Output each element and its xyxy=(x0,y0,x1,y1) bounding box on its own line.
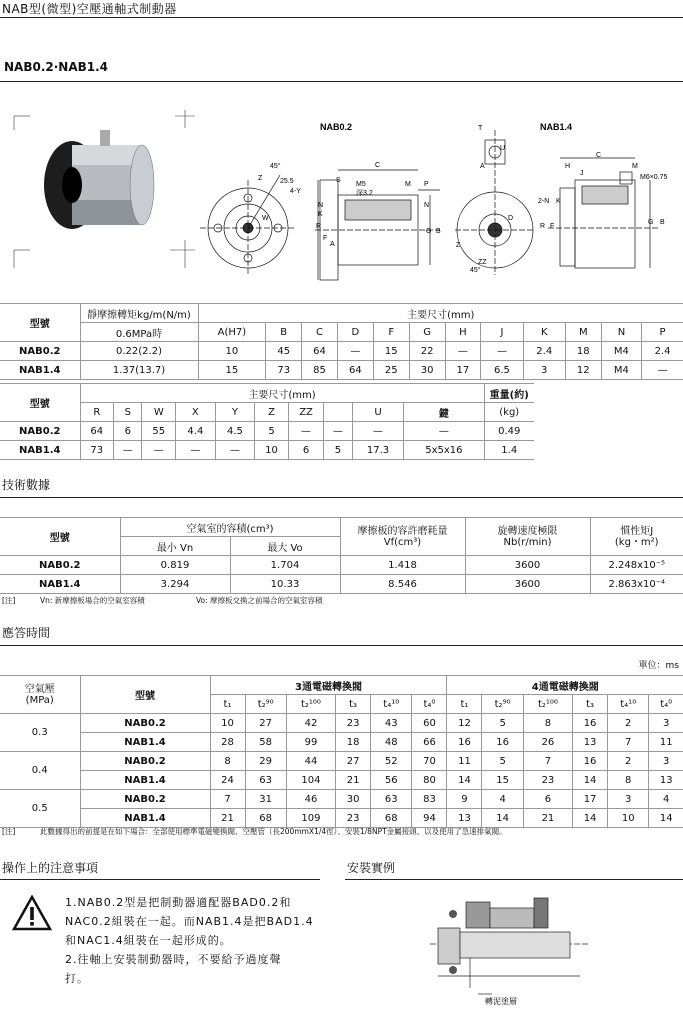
cell: 12 xyxy=(447,714,482,733)
note-vo: Vo: 摩擦板交換之前場合的空氣室容積 xyxy=(196,596,323,605)
svg-text:4-Y: 4-Y xyxy=(290,188,301,195)
dim-letter: A(H7) xyxy=(198,323,266,342)
cell: 10 xyxy=(608,809,649,828)
response-note-tag: [注] xyxy=(2,827,16,836)
cell: 18 xyxy=(336,733,371,752)
svg-text:F: F xyxy=(550,223,555,230)
cell: — xyxy=(352,422,404,441)
col-pressure-label: 空氣壓 xyxy=(24,683,55,695)
col-torque: 靜摩擦轉矩kg/m(N/m) xyxy=(80,304,198,323)
col-wear-unit: Vf(cm³) xyxy=(383,536,422,548)
cell: 11 xyxy=(447,752,482,771)
cell: — xyxy=(481,342,523,361)
svg-text:45°: 45° xyxy=(270,163,281,170)
cell: 30 xyxy=(336,790,371,809)
cell: 4 xyxy=(649,790,683,809)
cell: 70 xyxy=(412,752,447,771)
install-drawing xyxy=(430,888,590,1008)
cell: 4.4 xyxy=(176,422,216,441)
cell: 43 xyxy=(371,714,412,733)
cell: — xyxy=(114,441,142,460)
pressure-cell: 0.5 xyxy=(0,790,80,828)
table-row xyxy=(0,556,683,575)
cell: 13 xyxy=(573,733,608,752)
dim-letter: W xyxy=(142,403,176,422)
cell: 15 xyxy=(482,771,523,790)
svg-text:A: A xyxy=(480,163,485,170)
svg-text:M: M xyxy=(405,181,411,188)
cell: 8.546 xyxy=(340,575,465,594)
table-row xyxy=(0,714,683,733)
cell: 25 xyxy=(373,361,409,380)
row-model: NAB0.2 xyxy=(80,752,210,771)
install-label: 轉泥塗層 xyxy=(485,997,517,1006)
cell: M4 xyxy=(601,342,641,361)
row-model: NAB1.4 xyxy=(0,361,80,380)
dim-letter: C xyxy=(302,323,338,342)
subcol: t₃ xyxy=(336,695,371,714)
cell: — xyxy=(215,441,255,460)
dim-letter: B xyxy=(266,323,302,342)
row-model: NAB1.4 xyxy=(80,809,210,828)
cell: 0.819 xyxy=(120,556,230,575)
dim-letter: S xyxy=(114,403,142,422)
dim-letter: 鍵 xyxy=(404,403,484,422)
svg-text:M6×0.75: M6×0.75 xyxy=(640,174,668,181)
spec-table-1 xyxy=(0,303,683,380)
svg-text:B: B xyxy=(436,228,441,235)
response-note: 此數據得出的前提是在如下場合：全部使用標準電磁變換閥、空壓管（長200mmX1/4徑）、安裝1/8NPT金屬接頭、以及使用了急速排氣閥。 xyxy=(40,827,507,836)
caution-line: 2.往軸上安裝制動器時，不要給予過度聲 xyxy=(65,953,282,966)
table-row xyxy=(0,342,683,361)
cell: 80 xyxy=(412,771,447,790)
cell: 8 xyxy=(523,714,572,733)
svg-text:45°: 45° xyxy=(470,267,481,274)
dim-letter xyxy=(324,403,352,422)
svg-text:J: J xyxy=(580,170,584,177)
dim-letter: H xyxy=(445,323,481,342)
cell: — xyxy=(642,361,683,380)
cell: 58 xyxy=(245,733,286,752)
caution-text xyxy=(65,893,335,988)
svg-text:D: D xyxy=(508,215,514,222)
dim-letter: J xyxy=(481,323,523,342)
cell: 83 xyxy=(412,790,447,809)
col-model: 型號 xyxy=(0,384,80,422)
cell: 30 xyxy=(409,361,445,380)
cell: 46 xyxy=(286,790,335,809)
cell: 23 xyxy=(336,714,371,733)
cell: 31 xyxy=(245,790,286,809)
cell: 2 xyxy=(608,714,649,733)
section-title-install: 安裝實例 xyxy=(347,861,396,875)
subcol: t₂¹⁰⁰ xyxy=(523,695,572,714)
svg-text:K: K xyxy=(556,198,561,205)
dim-letter: R xyxy=(80,403,114,422)
cell: 55 xyxy=(142,422,176,441)
model-divider xyxy=(0,81,683,82)
cell: 104 xyxy=(286,771,335,790)
cell: 7 xyxy=(210,790,245,809)
cell: 2.248x10⁻⁵ xyxy=(590,556,683,575)
cell: 16 xyxy=(447,733,482,752)
cell: 14 xyxy=(573,771,608,790)
dim-letter: D xyxy=(337,323,373,342)
cell: 17 xyxy=(445,361,481,380)
table-row xyxy=(0,422,534,441)
table-row xyxy=(0,771,683,790)
col-pressure xyxy=(0,676,80,714)
svg-text:P: P xyxy=(424,181,429,188)
col-wear-label: 摩擦板的容許磨耗量 xyxy=(357,525,448,537)
cell: 64 xyxy=(337,361,373,380)
cell: 3 xyxy=(649,714,683,733)
svg-text:W: W xyxy=(262,215,269,222)
note-vn: Vn: 新摩擦板場合的空氣室容積 xyxy=(40,596,145,605)
cell: 26 xyxy=(523,733,572,752)
table-row xyxy=(0,575,683,594)
drawing-label-b: NAB1.4 xyxy=(540,122,573,132)
response-body xyxy=(0,714,683,828)
cell: 14 xyxy=(482,809,523,828)
response-divider xyxy=(0,645,683,646)
group-4way: 4通電磁轉換閥 xyxy=(447,676,683,695)
dim-letter: ZZ xyxy=(288,403,323,422)
subcol: t₂⁹⁰ xyxy=(245,695,286,714)
cell: — xyxy=(142,441,176,460)
subcol: t₁ xyxy=(210,695,245,714)
cell: 109 xyxy=(286,809,335,828)
svg-text:深3.2: 深3.2 xyxy=(356,190,373,197)
row-model: NAB0.2 xyxy=(0,422,80,441)
col-pressure-unit: (MPa) xyxy=(25,694,54,706)
table-row xyxy=(0,361,683,380)
caution-line: 和NAC1.4組裝在一起形成的。 xyxy=(65,934,232,947)
cell: 64 xyxy=(80,422,114,441)
cell: 15 xyxy=(198,361,266,380)
cell: 6.5 xyxy=(481,361,523,380)
cell: 17 xyxy=(573,790,608,809)
svg-text:F: F xyxy=(323,235,328,242)
cell: 10.33 xyxy=(230,575,340,594)
svg-text:K: K xyxy=(318,211,323,218)
cell: 3 xyxy=(649,752,683,771)
cell: M4 xyxy=(601,361,641,380)
spec-table-2 xyxy=(0,383,534,460)
dim-letter: F xyxy=(373,323,409,342)
cell: 85 xyxy=(302,361,338,380)
cell: 17.3 xyxy=(352,441,404,460)
cell: 48 xyxy=(371,733,412,752)
cell: 1.418 xyxy=(340,556,465,575)
cell: — xyxy=(176,441,216,460)
warning-icon xyxy=(12,895,52,931)
cell: 29 xyxy=(245,752,286,771)
row-model: NAB0.2 xyxy=(80,714,210,733)
cell: 5 xyxy=(255,422,289,441)
caution-line: 1.NAB0.2型是把制動器適配器BAD0.2和 xyxy=(65,896,292,909)
col-inertia xyxy=(590,518,683,556)
caution-line: 打。 xyxy=(65,972,89,985)
cell: 28 xyxy=(210,733,245,752)
svg-text:R: R xyxy=(540,223,546,230)
technical-drawing xyxy=(0,100,683,300)
svg-text:G: G xyxy=(426,228,432,235)
cell: 68 xyxy=(371,809,412,828)
cell: — xyxy=(288,422,323,441)
cell: 12 xyxy=(565,361,601,380)
cell: 5 xyxy=(482,752,523,771)
svg-text:R: R xyxy=(316,223,322,230)
title-divider xyxy=(0,17,683,18)
cell: 73 xyxy=(266,361,302,380)
cell: 15 xyxy=(373,342,409,361)
row-model: NAB0.2 xyxy=(0,556,120,575)
section-title-tech: 技術數據 xyxy=(2,478,51,492)
svg-text:B: B xyxy=(660,219,665,226)
col-dims: 主要尺寸(mm) xyxy=(80,384,484,403)
caution-divider xyxy=(0,879,320,880)
row-model: NAB1.4 xyxy=(0,441,80,460)
svg-text:N: N xyxy=(318,202,324,209)
sub-min: 最小 Vn xyxy=(120,537,230,556)
cell: 63 xyxy=(371,790,412,809)
col-model: 型號 xyxy=(0,304,80,342)
cell: 14 xyxy=(573,809,608,828)
cell: 14 xyxy=(649,809,683,828)
table-row xyxy=(0,790,683,809)
row-torque: 0.22(2.2) xyxy=(80,342,198,361)
dim-letter: Z xyxy=(255,403,289,422)
drawing-label-a: NAB0.2 xyxy=(320,122,353,132)
col-inertia-unit: (kg・m²) xyxy=(614,536,659,548)
subcol: t₄⁰ xyxy=(412,695,447,714)
tech-divider xyxy=(0,497,683,498)
cell: 7 xyxy=(523,752,572,771)
cell: 11 xyxy=(649,733,683,752)
model-title: NAB0.2·NAB1.4 xyxy=(4,60,109,74)
table-row xyxy=(0,809,683,828)
cell: 7 xyxy=(608,733,649,752)
col-model: 型號 xyxy=(80,676,210,714)
page-title: NAB型(微型)空壓通軸式制動器 xyxy=(2,2,177,16)
dim-letter: X xyxy=(176,403,216,422)
cell: — xyxy=(324,422,352,441)
cell: 5 xyxy=(324,441,352,460)
cell: 68 xyxy=(245,809,286,828)
cell: 14 xyxy=(447,771,482,790)
cell: 21 xyxy=(336,771,371,790)
pressure-cell: 0.4 xyxy=(0,752,80,790)
cell: 16 xyxy=(573,714,608,733)
cell: 2.4 xyxy=(642,342,683,361)
cell: 63 xyxy=(245,771,286,790)
cell: 56 xyxy=(371,771,412,790)
cell: 45 xyxy=(266,342,302,361)
col-weight: 重量(約) xyxy=(484,384,534,403)
cell: — xyxy=(445,342,481,361)
svg-text:C: C xyxy=(596,152,602,159)
cell: 10 xyxy=(255,441,289,460)
cell: 1.704 xyxy=(230,556,340,575)
col-inertia-label: 慣性矩J xyxy=(620,525,654,537)
cell: 23 xyxy=(336,809,371,828)
cell: 16 xyxy=(573,752,608,771)
svg-text:ZZ: ZZ xyxy=(478,259,487,266)
svg-text:N: N xyxy=(424,202,430,209)
col-dims: 主要尺寸(mm) xyxy=(198,304,683,323)
subcol: t₄¹⁰ xyxy=(371,695,412,714)
cell: 94 xyxy=(412,809,447,828)
col-volume: 空氣室的容積(cm³) xyxy=(120,518,340,537)
cell-weight: 0.49 xyxy=(484,422,534,441)
svg-text:U: U xyxy=(500,145,506,152)
cell: 6 xyxy=(523,790,572,809)
table-row xyxy=(0,752,683,771)
cell: 52 xyxy=(371,752,412,771)
cell: 3 xyxy=(523,361,565,380)
dim-letter: G xyxy=(409,323,445,342)
dim-letter: U xyxy=(352,403,404,422)
col-model: 型號 xyxy=(0,518,120,556)
cell: 8 xyxy=(210,752,245,771)
subcol: t₃ xyxy=(573,695,608,714)
svg-text:Z: Z xyxy=(258,175,263,182)
dim-letter: M xyxy=(565,323,601,342)
cell: 8 xyxy=(608,771,649,790)
svg-text:H: H xyxy=(565,163,571,170)
row-model: NAB1.4 xyxy=(80,771,210,790)
svg-text:A: A xyxy=(330,241,335,248)
cell: 10 xyxy=(198,342,266,361)
cell: 3 xyxy=(608,790,649,809)
cell: 60 xyxy=(412,714,447,733)
cell: 9 xyxy=(447,790,482,809)
sub-max: 最大 Vo xyxy=(230,537,340,556)
cell: 5x5x16 xyxy=(404,441,484,460)
cell: 66 xyxy=(412,733,447,752)
cell: 3.294 xyxy=(120,575,230,594)
dim-letter: Y xyxy=(215,403,255,422)
svg-text:M5: M5 xyxy=(356,181,366,188)
cell: 42 xyxy=(286,714,335,733)
subcol: t₄⁰ xyxy=(649,695,683,714)
cell: 22 xyxy=(409,342,445,361)
col-speed-label: 旋轉速度極限 xyxy=(497,525,558,537)
col-speed-unit: Nb(r/min) xyxy=(503,536,552,548)
cell: 10 xyxy=(210,714,245,733)
cell: 3600 xyxy=(465,575,590,594)
cell: 13 xyxy=(447,809,482,828)
cell: 21 xyxy=(523,809,572,828)
cell: 2.4 xyxy=(523,342,565,361)
install-divider xyxy=(345,879,683,880)
row-model: NAB0.2 xyxy=(0,342,80,361)
row-torque: 1.37(13.7) xyxy=(80,361,198,380)
unit-label: 單位：ms xyxy=(638,661,679,671)
cell: 23 xyxy=(523,771,572,790)
cell: 4.5 xyxy=(215,422,255,441)
note-tag: [注] xyxy=(2,596,16,605)
svg-text:C: C xyxy=(375,162,381,169)
row-model: NAB1.4 xyxy=(80,733,210,752)
cell: — xyxy=(337,342,373,361)
cell: 6 xyxy=(288,441,323,460)
cell: 2 xyxy=(608,752,649,771)
row-model: NAB1.4 xyxy=(0,575,120,594)
section-title-caution: 操作上的注意事項 xyxy=(2,861,99,875)
table-row xyxy=(0,441,534,460)
response-table xyxy=(0,675,683,828)
cell: 27 xyxy=(245,714,286,733)
svg-text:T: T xyxy=(478,125,483,132)
cell: 24 xyxy=(210,771,245,790)
row-model: NAB0.2 xyxy=(80,790,210,809)
cell: 6 xyxy=(114,422,142,441)
subcol: t₂¹⁰⁰ xyxy=(286,695,335,714)
cell: 21 xyxy=(210,809,245,828)
weight-unit: (kg) xyxy=(484,403,534,422)
svg-text:Z: Z xyxy=(456,242,461,249)
cell: 3600 xyxy=(465,556,590,575)
tech-table xyxy=(0,517,683,594)
cell: 64 xyxy=(302,342,338,361)
pressure-cell: 0.3 xyxy=(0,714,80,752)
subcol: t₄¹⁰ xyxy=(608,695,649,714)
col-wear xyxy=(340,518,465,556)
section-title-response: 應答時間 xyxy=(2,626,51,640)
cell: 2.863x10⁻⁴ xyxy=(590,575,683,594)
cell: 13 xyxy=(649,771,683,790)
svg-text:M: M xyxy=(632,163,638,170)
svg-text:G: G xyxy=(648,219,654,226)
cell: 16 xyxy=(482,733,523,752)
dim-letter: P xyxy=(642,323,683,342)
cell: — xyxy=(404,422,484,441)
torque-sub: 0.6MPa時 xyxy=(80,323,198,342)
cell: 73 xyxy=(80,441,114,460)
svg-text:2-N: 2-N xyxy=(538,198,550,205)
table-row xyxy=(0,733,683,752)
svg-text:S: S xyxy=(336,177,341,184)
dim-letter: K xyxy=(523,323,565,342)
group-3way: 3通電磁轉換閥 xyxy=(210,676,447,695)
subcol: t₂⁹⁰ xyxy=(482,695,523,714)
subcol: t₁ xyxy=(447,695,482,714)
col-speed xyxy=(465,518,590,556)
caution-line: NAC0.2組裝在一起。而NAB1.4是把BAD1.4 xyxy=(65,915,314,928)
cell: 99 xyxy=(286,733,335,752)
cell: 5 xyxy=(482,714,523,733)
dim-letter: N xyxy=(601,323,641,342)
cell-weight: 1.4 xyxy=(484,441,534,460)
cell: 18 xyxy=(565,342,601,361)
cell: 44 xyxy=(286,752,335,771)
cell: 4 xyxy=(482,790,523,809)
cell: 27 xyxy=(336,752,371,771)
svg-text:25.5: 25.5 xyxy=(280,178,294,185)
